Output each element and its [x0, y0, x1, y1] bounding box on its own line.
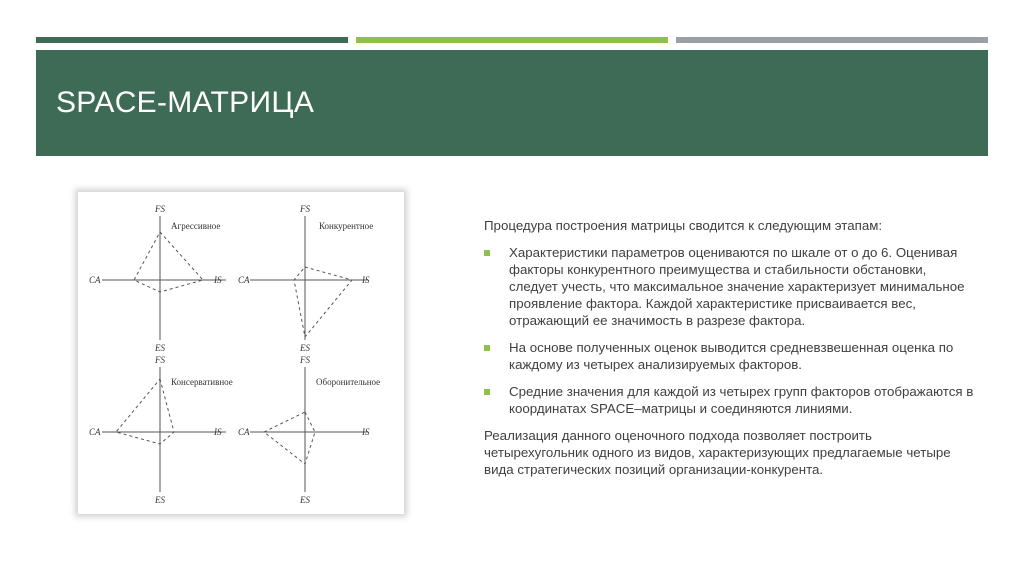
decor-bar-dark-green	[36, 37, 348, 43]
list-item-text: На основе полученных оценок выводится средневзвешенная оценка по каждому из четырех анализируемых факторов.	[509, 340, 954, 372]
axis-label-es: ES	[300, 343, 310, 353]
list-item-text: Средние значения для каждой из четырех групп факторов отображаются в координатах SPACE–матрицы и соединяются линиями.	[509, 384, 974, 416]
quadrant-label-defensive: Оборонительное	[316, 377, 381, 387]
axis-label-is: IS	[214, 427, 222, 437]
list-item	[484, 244, 974, 329]
space-matrix-diagram	[78, 192, 404, 514]
title-band	[36, 50, 988, 156]
content-text-block	[484, 217, 974, 488]
intro-paragraph: Процедура построения матрицы сводится к следующим этапам:	[484, 218, 883, 233]
list-item-text: Характеристики параметров оцениваются по шкале от о до 6. Оценивая факторы конкурентного преимущества и стабильности обстановки, следует учесть, что максимальное значение характеризует минимальное проявление фактора. Каждой характеристике присваивается вес, отражающий ее значимость в разрезе фактора.	[509, 245, 965, 328]
panel-competitive	[238, 204, 373, 353]
axis-label-es: ES	[155, 495, 165, 505]
list-item	[484, 339, 974, 373]
panel-conservative	[89, 355, 233, 505]
axis-label-ca: CA	[89, 427, 101, 437]
axis-label-is: IS	[214, 275, 222, 285]
decor-bar-gray	[676, 37, 988, 43]
slide-title: SPACE-МАТРИЦА	[56, 86, 315, 119]
axis-label-es: ES	[155, 343, 165, 353]
axis-label-ca: CA	[238, 427, 250, 437]
square-bullet-icon	[484, 250, 490, 256]
decor-bar-light-green	[356, 37, 668, 43]
strategy-polygon	[116, 379, 174, 444]
strategy-polygon	[294, 267, 352, 337]
conclusion-paragraph: Реализация данного оценочного подхода позволяет построить четырехугольник одного из видов, характеризующих предлагаемые четыре вида стратегических позиций организации-конкурента.	[484, 428, 951, 477]
strategy-polygon	[134, 232, 203, 292]
axis-label-ca: CA	[89, 275, 101, 285]
axis-label-is: IS	[362, 275, 370, 285]
panel-defensive	[238, 355, 380, 505]
axis-label-fs: FS	[155, 204, 165, 214]
quadrant-label-competitive: Конкурентное	[319, 221, 374, 231]
panel-aggressive	[89, 204, 226, 353]
axis-label-fs: FS	[300, 355, 310, 365]
axis-label-ca: CA	[238, 275, 250, 285]
list-item	[484, 383, 974, 417]
steps-list	[484, 244, 974, 417]
axis-label-is: IS	[362, 427, 370, 437]
space-matrix-figure	[78, 192, 404, 514]
axis-label-fs: FS	[300, 204, 310, 214]
axis-label-fs: FS	[155, 355, 165, 365]
square-bullet-icon	[484, 345, 490, 351]
axis-label-es: ES	[300, 495, 310, 505]
square-bullet-icon	[484, 389, 490, 395]
quadrant-label-conservative: Консервативное	[171, 377, 233, 387]
quadrant-label-aggressive: Агрессивное	[171, 221, 221, 231]
strategy-polygon	[264, 412, 315, 464]
